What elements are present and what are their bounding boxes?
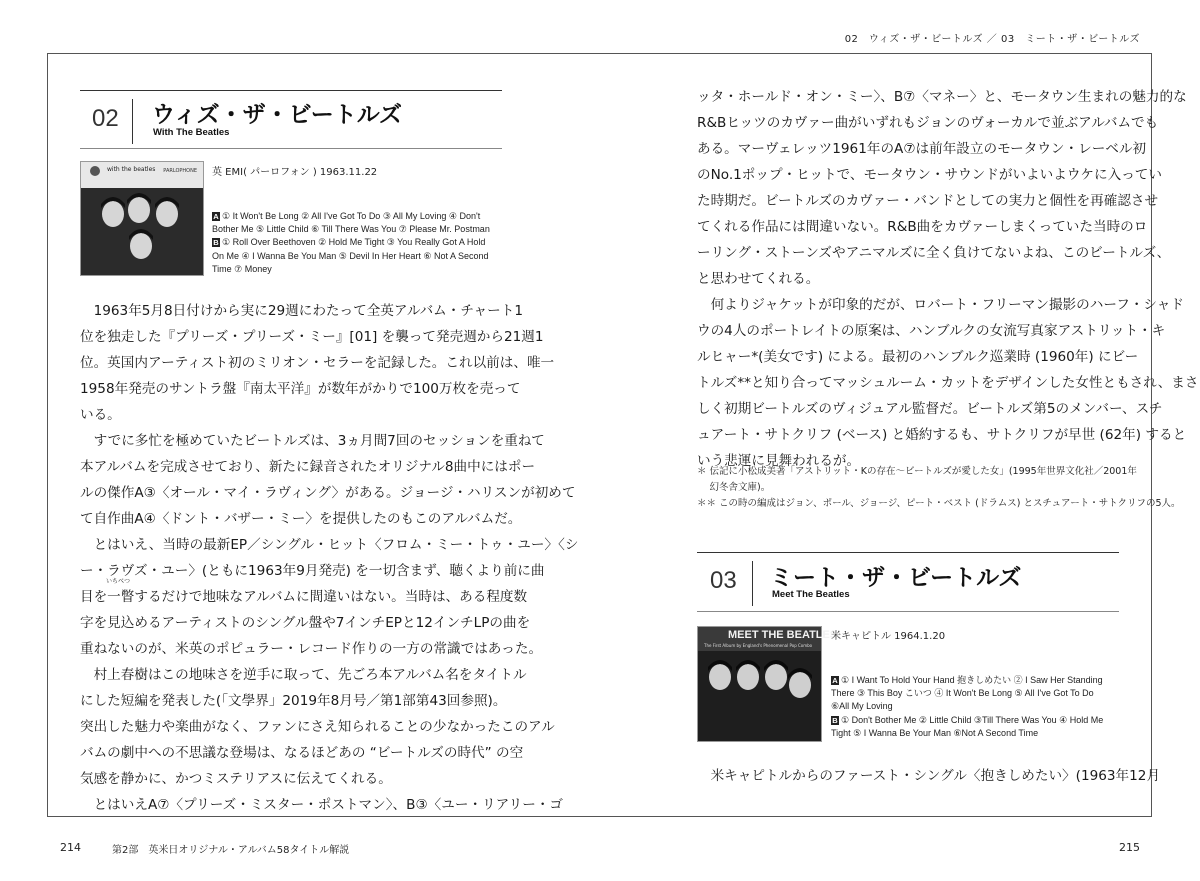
section-03-number: 03: [710, 567, 737, 594]
tracklist-line: ⑥All My Loving: [831, 701, 893, 712]
body-line: た時期だ。ビートルズのカヴァー・バンドとしての実力と個性を再確認させ: [697, 193, 1159, 209]
body-line: とはいえ、当時の最新EP／シングル・ヒット〈フロム・ミー・トゥ・ユー〉〈シ: [80, 537, 579, 553]
ruby-text: いちべつ: [106, 578, 131, 585]
body-line: 1958年発売のサントラ盤『南太平洋』が数年がかりで100万枚を売って: [80, 381, 521, 397]
tracklist-line: A ① I Want To Hold Your Hand 抱きしめたい ② I Saw Her Standing: [832, 675, 1103, 685]
right-column-body: [697, 84, 1199, 474]
body-line: のNo.1ポップ・ヒットで、モータウン・サウンドがいよいよウケに入ってい: [697, 167, 1162, 183]
tracklist-line: A ① It Won't Be Long ② All I've Got To Do ③ All My Loving ④ Don't: [213, 211, 481, 221]
section-03-release-info: 米キャピトル 1964.1.20: [831, 631, 946, 642]
tracklist-line: B ① Roll Over Beethoven ② Hold Me Tight ③ You Really Got A Hold: [213, 237, 486, 248]
body-line: 米キャピトルからのファースト・シングル〈抱きしめたい〉(1963年12月: [697, 768, 1161, 784]
page-number-left: 214: [60, 841, 81, 854]
tracklist-line: Tight ⑤ I Wanna Be Your Man ⑥Not A Second Time: [831, 727, 1039, 738]
section-03-title: ミート・ザ・ビートルズ: [770, 564, 1022, 591]
body-line: 本アルバムを完成させており、新たに録音されたオリジナル8曲中にはポー: [80, 459, 536, 475]
tracklist-line: On Me ④ I Wanna Be You Man ⑤ Devil In Her Heart ⑥ Not A Second: [212, 250, 489, 261]
section-02-number: 02: [92, 105, 119, 132]
body-line: ー・ラヴズ・ユー〉(ともに1963年9月発売) を一切含まず、聴くより前に曲: [80, 563, 545, 579]
section-03-bottom-rule: [697, 611, 1119, 612]
body-line: 気感を静かに、かつミステリアスに伝えてくれる。: [80, 771, 392, 787]
body-line: トルズ**と知り合ってマッシュルーム・カットをデザインした女性ともされ、まさ: [697, 375, 1199, 391]
section-02-release-info: 英 EMI( パーロフォン ) 1963.11.22: [212, 167, 378, 178]
section-02-title: ウィズ・ザ・ビートルズ: [152, 101, 403, 128]
body-line: ルヒャー*(美女です) による。最初のハンブルク巡業時 (1960年) にビー: [697, 349, 1139, 365]
body-line: 位を独走した『プリーズ・プリーズ・ミー』[01] を襲って発売週から21週1: [80, 329, 544, 345]
body-line: 字を見込めるアーティストのシングル盤や7インチEPと12インチLPの曲を: [80, 615, 531, 631]
part-title: 第2部 英米日オリジナル・アルバム58タイトル解説: [112, 845, 350, 856]
footnote-line: 幻冬舎文庫)。: [697, 482, 771, 493]
body-line: 重ねないのが、米英のポピュラー・レコード作りの一方の常識ではあった。: [80, 641, 543, 657]
footnote-line: ＊＊ この時の編成はジョン、ポール、ジョージ、ピート・ベスト (ドラムス) とスチュアート・サトクリフの5人。: [697, 498, 1181, 509]
body-line: バムの劇中への不思議な登場は、なるほどあの “ビートルズの時代” の空: [80, 745, 524, 761]
section-03-tracklist: [831, 674, 1103, 740]
body-line: すでに多忙を極めていたビートルズは、3ヵ月間7回のセッションを重ねて: [80, 433, 545, 449]
side-a-badge: A: [213, 212, 219, 221]
body-line: いる。: [80, 407, 121, 423]
cover-02-label-text: PARLOPHONE: [163, 168, 197, 174]
side-b-badge: B: [832, 715, 838, 725]
body-line: ウの4人のポートレイトの原案は、ハンブルクの女流写真家アストリット・キ: [697, 323, 1166, 339]
side-a-badge: A: [832, 676, 838, 685]
body-line: て自作曲A④〈ドント・バザー・ミー〉を提供したのもこのアルバムだ。: [80, 511, 522, 527]
section-03-subtitle: Meet The Beatles: [772, 589, 850, 600]
body-line: 位。英国内アーティスト初のミリオン・セラーを記録した。これ以前は、唯一: [80, 355, 555, 371]
body-line: ルの傑作A③〈オール・マイ・ラヴィング〉がある。ジョージ・ハリスンが初めて: [80, 485, 576, 501]
body-line: いう悲運に見舞われるが。: [697, 453, 861, 469]
footnotes: [697, 464, 1181, 512]
body-line: と思わせてくれる。: [697, 271, 820, 287]
section-03-divider: [752, 561, 753, 606]
body-line: 目を一瞥するだけで地味なアルバムに間違いはない。当時は、ある程度数 いちべつ: [80, 578, 528, 605]
section-02-top-rule: [80, 90, 502, 91]
album-cover-meet-the-beatles: [697, 626, 841, 742]
album-cover-with-the-beatles: [80, 161, 204, 276]
section-02-divider: [132, 99, 133, 144]
body-line: ーリング・ストーンズやアニマルズに全く負けてないよね、このビートルズ、: [697, 245, 1171, 261]
tracklist-line: B ① Don't Bother Me ② Little Child ③Till There Was You ④ Hold Me: [832, 714, 1104, 725]
page-number-right: 215: [1119, 841, 1140, 854]
body-line: しく初期ビートルズのヴィジュアル監督だ。ビートルズ第5のメンバー、スチ: [697, 401, 1163, 417]
section-02-tracklist: [212, 210, 490, 276]
with-the-beatles-photo: [81, 162, 203, 275]
body-line: てくれる作品には間違いない。R&B曲をカヴァーしまくっていた当時のロ: [697, 219, 1148, 235]
side-b-badge: B: [213, 238, 219, 248]
body-line: 何よりジャケットが印象的だが、ロバート・フリーマン撮影のハーフ・シャド: [697, 297, 1184, 313]
section-02-subtitle: With The Beatles: [153, 127, 230, 138]
body-line: R&Bヒッツのカヴァー曲がいずれもジョンのヴォーカルで並ぶアルバムでも: [697, 115, 1159, 131]
body-line: 突出した魅力や楽曲がなく、ファンにさえ知られることの少なかったこのアル: [80, 719, 555, 735]
section-02-body: [80, 298, 579, 818]
body-line: とはいえA⑦〈プリーズ・ミスター・ポストマン〉、B③〈ユー・リアリー・ゴ: [80, 797, 564, 813]
tracklist-line: Time ⑦ Money: [212, 263, 272, 274]
cover-03-tagline: The First Album by England's Phenomenal Pop Combo: [704, 643, 813, 648]
section-03-body: [697, 763, 1161, 789]
running-head: 02 ウィズ・ザ・ビートルズ ／ 03 ミート・ザ・ビートルズ: [844, 34, 1140, 45]
tracklist-line: Bother Me ⑤ Little Child ⑥ Till There Was You ⑦ Please Mr. Postman: [212, 224, 490, 235]
section-03-top-rule: [697, 552, 1119, 553]
body-line: ある。マーヴェレッツ1961年のA⑦は前年設立のモータウン・レーベル初: [697, 141, 1147, 157]
body-line: にした短編を発表した(「文學界」2019年8月号／第1部第43回参照)。: [80, 693, 507, 709]
cover-02-title-text: with the beatles: [107, 166, 156, 173]
body-line: ッタ・ホールド・オン・ミー〉、B⑦〈マネー〉と、モータウン生まれの魅力的な: [697, 89, 1187, 105]
body-line: ュアート・サトクリフ (ベース) と婚約するも、サトクリフが早世 (62年) すると: [697, 427, 1187, 443]
cover-03-headline: MEET THE BEATLES!: [728, 629, 841, 641]
body-line: 村上春樹はこの地味さを逆手に取って、先ごろ本アルバム名をタイトル: [80, 667, 527, 683]
tracklist-line: There ③ This Boy こいつ ④ It Won't Be Long ⑤ All I've Got To Do: [831, 688, 1094, 699]
footnote-line: ＊ 伝記に小松成美著「アストリット・Kの存在〜ビートルズが愛した女」(1995年世界文化社／2001年: [697, 466, 1137, 477]
section-02-bottom-rule: [80, 148, 502, 149]
body-line: 1963年5月8日付けから実に29週にわたって全英アルバム・チャート1: [80, 303, 523, 319]
